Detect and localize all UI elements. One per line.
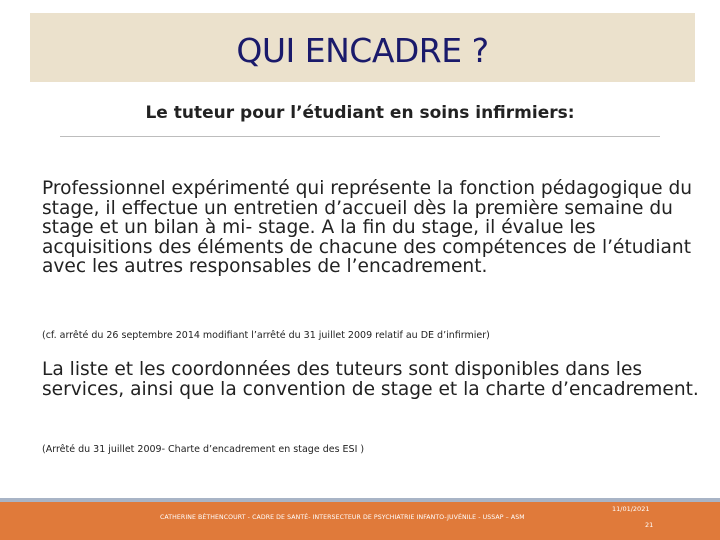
footer-page-number: 21: [645, 521, 654, 529]
tutor-list-paragraph: La liste et les coordonnées des tuteurs sont disponibles dans les services, ainsi que la convention de stage et la charte d’encadrement.: [42, 359, 699, 400]
footer-bar: [0, 502, 720, 540]
slide-subtitle: Le tuteur pour l’étudiant en soins infirmiers:: [145, 103, 575, 123]
regulation-reference-note: (cf. arrêté du 26 septembre 2014 modifiant l’arrêté du 31 juillet 2009 relatif au DE d’infirmier): [42, 330, 490, 341]
subtitle-divider: [60, 136, 660, 137]
footer-author-credit: CATHERINE BÉTHENCOURT - CADRE DE SANTÉ- INTERSECTEUR DE PSYCHIATRIE INFANTO-JUVÉNILE - USSAP – ASM: [160, 514, 525, 521]
charter-reference-note: (Arrêté du 31 juillet 2009- Charte d’encadrement en stage des ESI ): [42, 444, 365, 455]
footer-date: 11/01/2021: [612, 505, 650, 513]
title-band: [30, 13, 695, 82]
slide-title: QUI ENCADRE ?: [236, 31, 489, 70]
tutor-description-paragraph: Professionnel expérimenté qui représente la fonction pédagogique du stage, il effectue un entretien d’accueil dès la première semaine du stage et un bilan à mi- stage. A la fin du stage, il évalue les acquisitions des éléments de chacune des compétences de l’étudiant avec les autres responsables de l’encadrement.: [42, 178, 693, 277]
